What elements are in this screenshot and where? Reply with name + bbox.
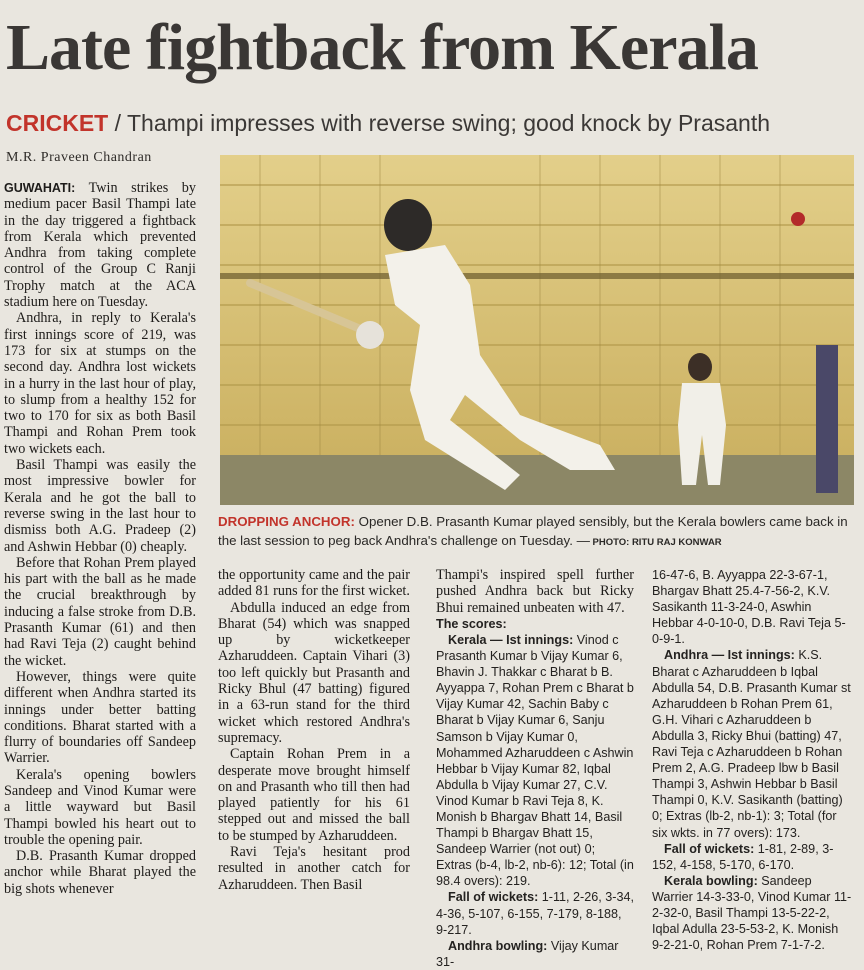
article-paragraph: the opportunity came and the pair added 81 runs for the first wicket. <box>218 567 410 600</box>
article-paragraph <box>4 180 196 310</box>
scorecard-heading: Fall of wickets: <box>664 841 755 856</box>
photo-credit: PHOTO: RITU RAJ KONWAR <box>589 537 722 548</box>
scorecard-kerala <box>436 632 634 890</box>
bowling-andhra <box>436 938 634 970</box>
article-column-3 <box>436 567 634 970</box>
bowling-kerala <box>652 873 852 953</box>
column-3-lead <box>436 567 634 616</box>
paragraph-text: Twin strikes by medium pacer Basil Thampi late in the day triggered a fightback from Kerala which prevented Andhra from taking complete control of the Group C Ranji Trophy match at the ACA stadium here on Tuesday. <box>4 180 196 311</box>
kicker <box>6 106 770 140</box>
article-paragraph: Abdulla induced an edge from Bharat (54) which was snapped up by wicketkeeper Azharuddeen. Captain Vihari (3) too left quickly but Prasanth and Ricky Bhul (47 batting) figured in a 63-run stand for the third wicket which restored Andhra's supremacy. <box>218 599 410 746</box>
scorecard-text: Sandeep Warrier 14-3-33-0, Vinod Kumar 11-2-32-0, Basil Thampi 13-5-22-2, Iqbal Adulla 23-5-53-2, K. Monish 9-2-21-0, Rohan Prem 7-1-7-2. <box>652 873 852 953</box>
cricket-batsman-image <box>220 155 854 505</box>
article-column-2 <box>218 567 410 893</box>
article-paragraph: Kerala's opening bowlers Sandeep and Vinod Kumar were a little wayward but Basil Thampi bowled his heart out to trouble the opening pair. <box>4 766 196 848</box>
article-paragraph: Captain Rohan Prem in a desperate move brought himself on and Prasanth who till then had played patiently for his 61 stepped out and missed the ball to be stumped by Azharuddeen. <box>218 746 410 844</box>
scorecard-text: 1-11, 2-26, 3-34, 4-36, 5-107, 6-155, 7-179, 8-188, 9-217. <box>436 890 634 937</box>
byline: M.R. Praveen Chandran <box>6 150 152 165</box>
headline: Late fightback from Kerala <box>6 11 758 84</box>
section-label: CRICKET <box>6 110 109 136</box>
scorecard-heading: Andhra — Ist innings: <box>664 648 795 663</box>
photo-caption <box>218 512 858 552</box>
bowling-andhra-cont: 16-47-6, B. Ayyappa 22-3-67-1, Bhargav Bhatt 25.4-7-56-2, K.V. Sasikanth 11-3-24-0, Aswhin Hebbar 4-0-10-0, D.B. Ravi Teja 5-0-9-1. <box>652 568 846 647</box>
news-photo <box>220 155 854 505</box>
scorecard-heading: Andhra bowling: <box>448 938 548 953</box>
article-column-1 <box>4 180 196 897</box>
scorecard-text: Vijay Kumar 31- <box>436 938 619 969</box>
article-paragraph: D.B. Prasanth Kumar dropped anchor while Bharat played the big shots whenever <box>4 848 196 897</box>
article-paragraph: However, things were quite different when Andhra started its innings under better batting conditions. Bharat started with a flurry of boundaries off Sandeep Warrier. <box>4 668 196 767</box>
article-column-4 <box>652 567 852 953</box>
article-paragraph: Before that Rohan Prem played his part with the ball as he made the crucial breakthrough by inducing a false stroke from D.B. Prasanth Kumar (61) and then had Ravi Teja (2) caught behind the wicket. <box>4 554 196 669</box>
fall-of-wickets-kerala <box>436 889 634 937</box>
caption-text: Opener D.B. Prasanth Kumar played sensibly, but the Kerala bowlers came back in the last session to peg back Andhra's challenge on Tuesday. — <box>218 514 848 548</box>
subheadline: Thampi impresses with reverse swing; good knock by Prasanth <box>127 110 771 136</box>
scores-heading: The scores: <box>436 616 507 631</box>
scorecard-heading: Kerala bowling: <box>664 873 758 888</box>
scorecard-text: 1-81, 2-89, 3-152, 4-158, 5-170, 6-170. <box>652 841 834 872</box>
article-paragraph: Thampi's inspired spell further pushed Andhra back but Ricky Bhui remained unbeaten with 47. <box>436 567 634 616</box>
caption-label: DROPPING ANCHOR: <box>218 514 355 529</box>
article-paragraph: Basil Thampi was easily the most impressive bowler for Kerala and he got the ball to reverse swing in the last hour to dismiss both A.G. Pradeep (2) and Ashwin Hebbar (0) cheaply. <box>4 457 196 555</box>
scorecard-text: Vinod c Prasanth Kumar b Vijay Kumar 6, Bhavin J. Thakkar c Bharat b B. Ayyappa 7, Rohan Prem c Bharat b Vijay Kumar 42, Sachin Baby c Bharat b Vijay Kumar 6, Sanju Samson b Vijay Kumar 0, Mohammed Azharuddeen c Ashwin Hebbar b Vijay Kumar 82, Iqbal Abdulla b Vijay Kumar 27, C.V. Vinod Kumar b Ravi Teja 8, K. Monish b Bhargav Bhatt 14, Basil Thampi b Bhargav Bhatt 15, Sandeep Warrier (not out) 0; Extras (b-4, lb-2, nb-6): 12; Total (in 98.4 overs): 219. <box>436 632 634 889</box>
fall-of-wickets-andhra <box>652 841 852 873</box>
article-paragraph: Ravi Teja's hesitant prod resulted in another catch for Azharuddeen. Then Basil <box>218 844 410 893</box>
scorecard-heading: Kerala — Ist innings: <box>448 632 574 647</box>
scorecard-andhra <box>652 647 852 840</box>
scorecard-text: K.S. Bharat c Azharuddeen b Iqbal Abdulla 54, D.B. Prasanth Kumar st Azharuddeen b Rohan Prem 61, G.H. Vihari c Azharuddeen b Abdulla 3, Ricky Bhui (batting) 47, Ravi Teja c Azharuddeen b Rohan Prem 2, A.G. Pradeep lbw b Basil Thampi 3, Ashwin Hebbar b Basil Thampi 0, K.V. Sasikanth (batting) 0; Extras (lb-2, nb-1): 3; Total (for six wkts. in 77 overs): 173. <box>652 648 851 840</box>
dateline: GUWAHATI: <box>4 181 76 195</box>
scorecard-heading: Fall of wickets: <box>448 890 539 905</box>
article-paragraph: Andhra, in reply to Kerala's first innings score of 219, was 173 for six at stumps on the second day. Andhra lost wickets in a hurry in the last hour of play, to slump from a healthy 152 for two to 170 for six as both Basil Thampi and Rohan Prem took two wickets each. <box>4 310 196 457</box>
kicker-separator: / <box>108 110 127 136</box>
